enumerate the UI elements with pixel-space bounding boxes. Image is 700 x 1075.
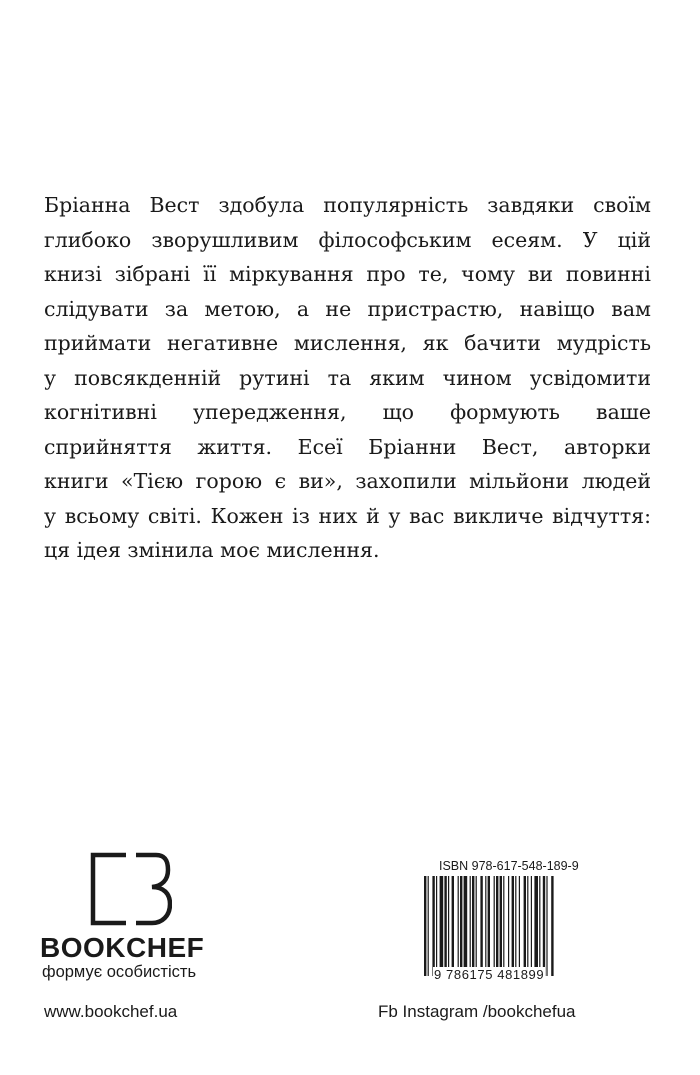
blurb-line: когнітивні упередження, що формують ваше xyxy=(44,400,651,424)
publisher-name: BOOKCHEF xyxy=(40,932,205,963)
publisher-website: www.bookchef.ua xyxy=(44,1002,178,1021)
publisher-tagline: формує особистість xyxy=(42,963,197,981)
blurb-line: сприйняття життя. Есеї Бріанни Вест, авторки xyxy=(44,434,651,459)
blurb-line: Бріанна Вест здобула популярність завдяки своїм xyxy=(44,193,651,217)
blurb-line: у повсякденній рутині та яким чином усвідомити xyxy=(44,365,651,390)
isbn-label: ISBN 978-617-548-189-9 xyxy=(439,859,579,873)
blurb-line: слідувати за метою, а не пристрастю, навіщо вам xyxy=(44,296,651,321)
blurb-line: ця ідея змінила моє мислення. xyxy=(44,538,380,562)
bookchef-logo-icon xyxy=(90,852,172,926)
back-cover-blurb xyxy=(44,188,651,568)
blurb-line: у всьому світі. Кожен із них й у вас викличе відчуття: xyxy=(44,503,651,528)
publisher-social: Fb Instagram /bookchefua xyxy=(378,1002,576,1021)
blurb-line: книзі зібрані її міркування про те, чому ви повинні xyxy=(44,262,651,286)
blurb-line: глибоко зворушливим філософським есеям. У цій xyxy=(44,227,651,252)
blurb-line: книги «Тією горою є ви», захопили мільйони людей xyxy=(44,469,651,493)
blurb-line: приймати негативне мислення, як бачити мудрість xyxy=(44,331,651,355)
barcode-digits: 9 786175 481899 xyxy=(434,967,545,982)
